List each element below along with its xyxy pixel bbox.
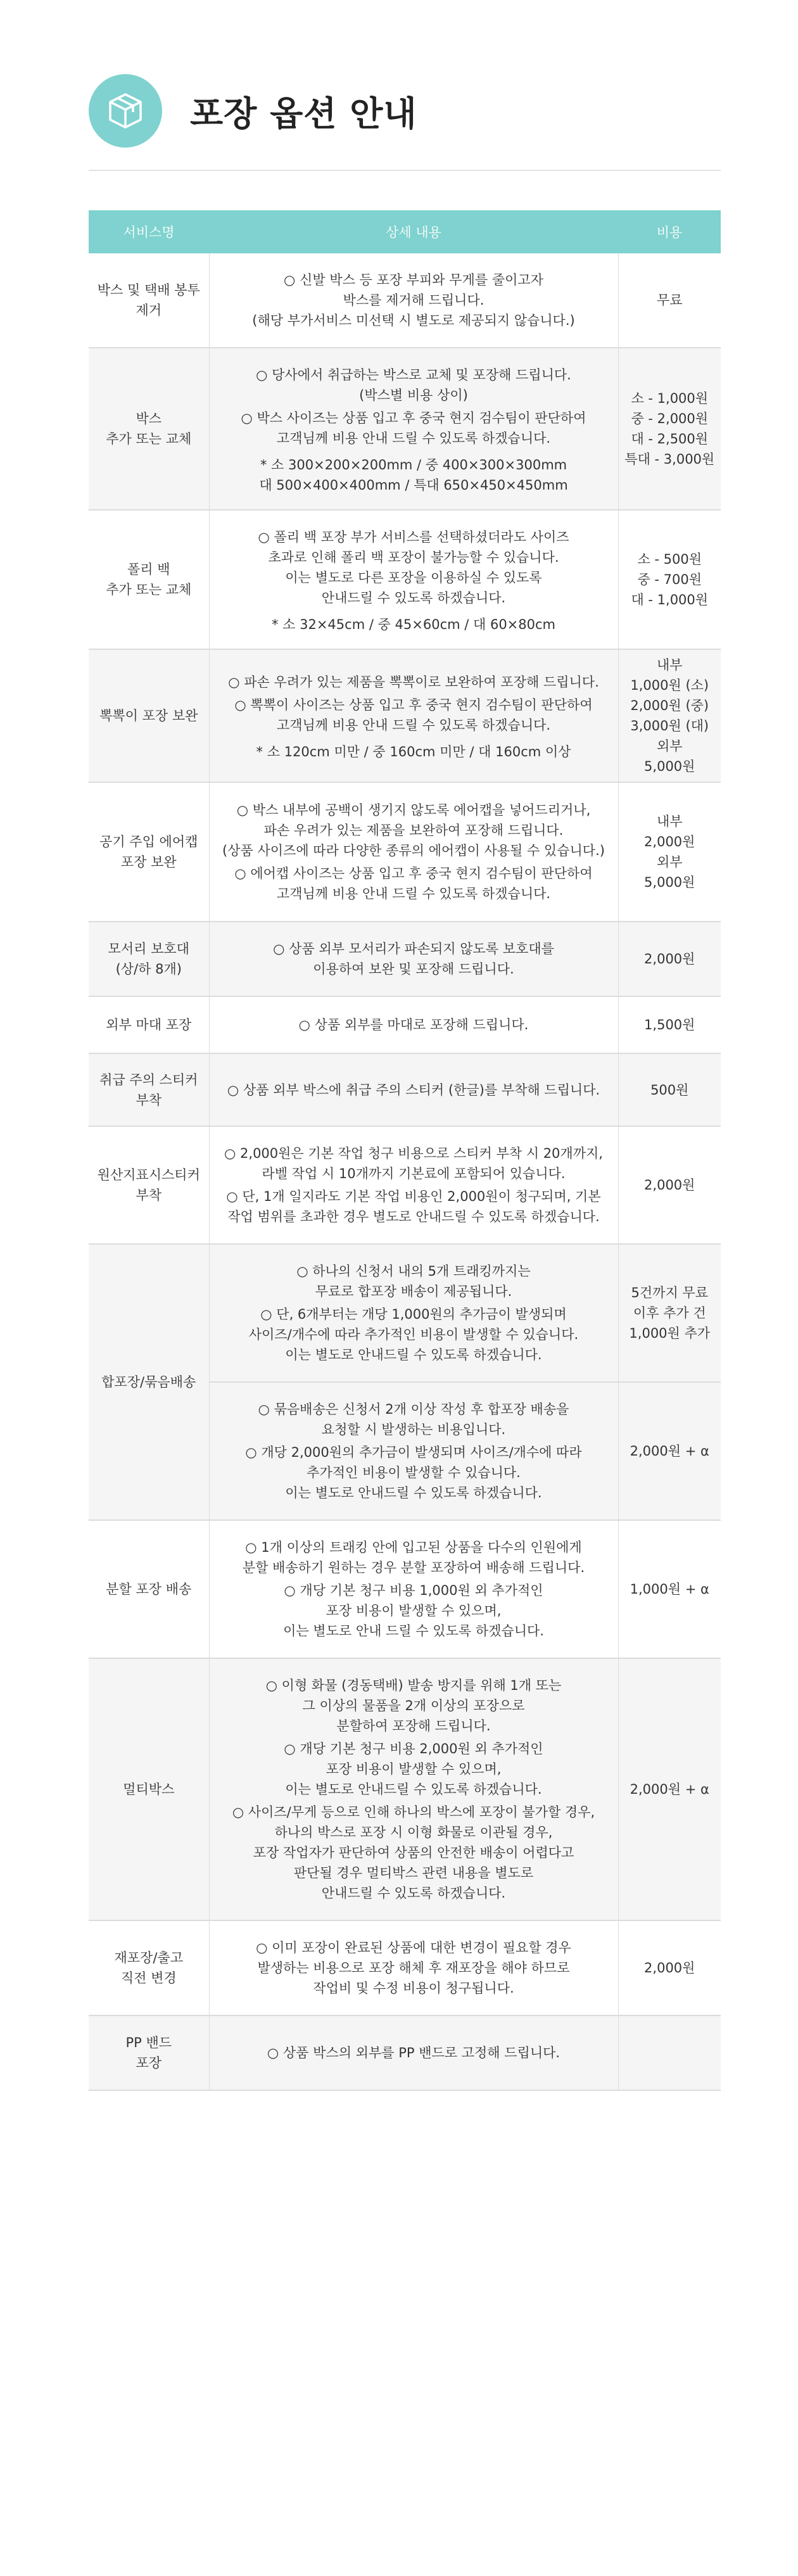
service-cost <box>618 1382 721 1520</box>
service-detail <box>209 1520 618 1658</box>
text-line: 재포장/출고 <box>114 1950 183 1965</box>
text-line: 직전 변경 <box>120 1970 177 1986</box>
text-line: 이후 추가 건 <box>633 1305 706 1321</box>
text-line: ○ 상품 외부 박스에 취급 주의 스티커 (한글)를 부착해 드립니다. <box>227 1082 600 1098</box>
service-name <box>89 1053 209 1126</box>
text-line: 안내드릴 수 있도록 하겠습니다. <box>321 1886 506 1901</box>
detail-paragraph <box>218 800 609 861</box>
text-line: 500원 <box>650 1082 689 1098</box>
service-cost <box>618 2015 721 2090</box>
table-header-row <box>89 210 721 253</box>
detail-paragraph <box>218 408 609 448</box>
table-row <box>89 510 721 649</box>
size-note <box>218 614 609 635</box>
text-line: 추가적인 비용이 발생할 수 있습니다. <box>307 1465 521 1480</box>
detail-paragraph <box>218 939 609 979</box>
text-line: ○ 상품 외부를 마대로 포장해 드립니다. <box>298 1017 529 1032</box>
text-line: 포장 <box>136 2055 162 2071</box>
text-line: ○ 파손 우려가 있는 제품을 뽁뽁이로 보완하여 포장해 드립니다. <box>228 675 599 690</box>
service-detail <box>209 1920 618 2015</box>
text-line: PP 밴드 <box>125 2035 172 2050</box>
service-name <box>89 253 209 348</box>
text-line: 5건까지 무료 <box>631 1285 708 1300</box>
table-row <box>89 996 721 1053</box>
service-detail <box>209 1658 618 1920</box>
table-row <box>89 1244 721 1382</box>
text-line: ○ 신발 박스 등 포장 부피와 무게를 줄이고자 <box>284 272 543 288</box>
text-line: ○ 뽁뽁이 사이즈는 상품 입고 후 중국 현지 검수팀이 판단하여 <box>234 697 593 713</box>
text-line: 초과로 인해 폴리 백 포장이 불가능할 수 있습니다. <box>268 550 559 565</box>
text-line: 분할 배송하기 원하는 경우 분할 포장하여 배송해 드립니다. <box>242 1560 585 1575</box>
text-line: ○ 폴리 백 포장 부가 서비스를 선택하셨더라도 사이즈 <box>258 530 569 545</box>
note-line: * 소 120cm 미만 / 중 160cm 미만 / 대 160cm 이상 <box>256 744 571 759</box>
text-line: 2,000원 + α <box>630 1782 709 1797</box>
text-line: ○ 박스 사이즈는 상품 입고 후 중국 현지 검수팀이 판단하여 <box>241 410 586 426</box>
service-name <box>89 1920 209 2015</box>
text-line: 추가 또는 교체 <box>106 582 192 597</box>
service-name <box>89 996 209 1053</box>
service-cost <box>618 1126 721 1244</box>
service-detail <box>209 996 618 1053</box>
text-line: 고객님께 비용 안내 드릴 수 있도록 하겠습니다. <box>276 886 551 901</box>
text-line: ○ 사이즈/무게 등으로 인해 하나의 박스에 포장이 불가할 경우, <box>232 1805 595 1820</box>
text-line: (상품 사이즈에 따라 다양한 종류의 에어캡이 사용될 수 있습니다.) <box>222 843 605 858</box>
detail-paragraph <box>218 527 609 608</box>
text-line: 작업 범위를 초과한 경우 별도로 안내드릴 수 있도록 하겠습니다. <box>227 1209 600 1224</box>
text-line: 2,000원 <box>644 951 695 967</box>
text-line: 중 - 2,000원 <box>631 411 709 426</box>
detail-paragraph <box>218 863 609 904</box>
size-note <box>218 455 609 495</box>
detail-paragraph <box>218 1261 609 1302</box>
service-cost <box>618 1053 721 1126</box>
service-name <box>89 1658 209 1920</box>
text-line: 소 - 500원 <box>637 552 702 567</box>
text-line: 대 - 1,000원 <box>631 592 709 607</box>
text-line: (해당 부가서비스 미선택 시 별도로 제공되지 않습니다.) <box>252 313 575 328</box>
text-line: 무료 <box>656 293 683 308</box>
table-row <box>89 922 721 996</box>
text-line: ○ 개당 2,000원의 추가금이 발생되며 사이즈/개수에 따라 <box>245 1445 582 1460</box>
text-line: 모서리 보호대 <box>108 941 189 956</box>
header-cost: 비용 <box>618 210 721 253</box>
table-body <box>89 253 721 2090</box>
detail-paragraph <box>218 695 609 735</box>
service-cost <box>618 782 721 922</box>
text-line: 하나의 박스로 포장 시 이형 화물로 이관될 경우, <box>274 1825 553 1840</box>
text-line: 2,000원 <box>644 1960 695 1976</box>
table-row <box>89 1920 721 2015</box>
text-line: 이는 별도로 안내드릴 수 있도록 하겠습니다. <box>285 1782 542 1797</box>
detail-paragraph <box>218 1580 609 1641</box>
text-line: 취급 주의 스티커 <box>99 1072 198 1088</box>
detail-paragraph <box>218 1304 609 1365</box>
service-name <box>89 649 209 782</box>
text-line: 제거 <box>136 303 162 318</box>
detail-paragraph <box>218 1186 609 1227</box>
service-name <box>89 348 209 510</box>
text-line: (상/하 8개) <box>115 961 182 977</box>
note-line: * 소 300×200×200mm / 중 400×300×300mm <box>260 457 567 473</box>
text-line: 발생하는 비용으로 포장 해체 후 재포장을 해야 하므로 <box>257 1960 570 1976</box>
text-line: 포장 비용이 발생할 수 있으며, <box>326 1761 502 1777</box>
text-line: 박스 <box>136 411 162 426</box>
service-cost <box>618 1244 721 1382</box>
detail-paragraph <box>218 1143 609 1184</box>
service-name <box>89 1520 209 1658</box>
text-line: 라벨 작업 시 10개까지 기본료에 포함되어 있습니다. <box>262 1166 566 1181</box>
text-line: 소 - 1,000원 <box>631 391 709 406</box>
text-line: ○ 상품 박스의 외부를 PP 밴드로 고정해 드립니다. <box>267 2045 560 2060</box>
text-line: 이는 별도로 안내드릴 수 있도록 하겠습니다. <box>285 1347 542 1362</box>
service-cost <box>618 253 721 348</box>
service-detail <box>209 922 618 996</box>
table-row <box>89 1658 721 1920</box>
service-detail <box>209 510 618 649</box>
text-line: ○ 이형 화물 (경동택배) 발송 방지를 위해 1개 또는 <box>265 1678 562 1693</box>
text-line: 특대 - 3,000원 <box>624 452 715 467</box>
size-note <box>218 742 609 762</box>
text-line: 외부 <box>656 854 683 870</box>
text-line: 중 - 700원 <box>637 572 702 587</box>
text-line: 2,000원 + α <box>630 1443 709 1459</box>
text-line: 1,000원 추가 <box>629 1326 711 1341</box>
detail-paragraph <box>218 1080 609 1100</box>
service-detail <box>209 2015 618 2090</box>
service-cost <box>618 1658 721 1920</box>
text-line: 멀티박스 <box>123 1782 175 1797</box>
table-row <box>89 2015 721 2090</box>
service-name <box>89 2015 209 2090</box>
text-line: 무료로 합포장 배송이 제공됩니다. <box>315 1284 512 1299</box>
text-line: ○ 1개 이상의 트래킹 안에 입고된 상품을 다수의 인원에게 <box>245 1540 582 1555</box>
header-detail: 상세 내용 <box>209 210 618 253</box>
text-line: 1,500원 <box>644 1017 695 1032</box>
text-line: 뽁뽁이 포장 보완 <box>99 708 198 723</box>
text-line: 분할 포장 배송 <box>106 1582 192 1597</box>
table-row <box>89 782 721 922</box>
options-table <box>89 210 721 2091</box>
service-name <box>89 1244 209 1520</box>
text-line: 이는 별도로 안내드릴 수 있도록 하겠습니다. <box>285 1485 542 1501</box>
table-row <box>89 1053 721 1126</box>
text-line: 요청할 시 발생하는 비용입니다. <box>321 1422 506 1437</box>
text-line: 박스를 제거해 드립니다. <box>343 293 484 308</box>
service-detail <box>209 782 618 922</box>
service-cost <box>618 1520 721 1658</box>
text-line: ○ 상품 외부 모서리가 파손되지 않도록 보호대를 <box>273 941 554 956</box>
service-detail <box>209 649 618 782</box>
text-line: 2,000원 <box>644 834 695 849</box>
box-svg <box>105 91 146 131</box>
text-line: 내부 <box>656 814 683 829</box>
text-line: 파손 우려가 있는 제품을 보완하여 포장해 드립니다. <box>263 823 564 838</box>
text-line: ○ 개당 기본 청구 비용 1,000원 외 추가적인 <box>284 1583 543 1598</box>
header-divider <box>89 170 721 171</box>
text-line: 박스 및 택배 봉투 <box>97 282 200 298</box>
text-line: ○ 하나의 신청서 내의 5개 트래킹까지는 <box>296 1264 531 1279</box>
service-detail <box>209 1382 618 1520</box>
detail-paragraph <box>218 270 609 331</box>
detail-paragraph <box>218 672 609 692</box>
text-line: 5,000원 <box>644 875 695 890</box>
text-line: 판단될 경우 멀티박스 관련 내용을 별도로 <box>293 1865 534 1881</box>
text-line: ○ 2,000원은 기본 작업 청구 비용으로 스티커 부착 시 20개까지, <box>224 1146 603 1161</box>
text-line: 고객님께 비용 안내 드릴 수 있도록 하겠습니다. <box>276 718 551 733</box>
service-cost <box>618 996 721 1053</box>
note-line: 대 500×400×400mm / 특대 650×450×450mm <box>259 478 568 493</box>
detail-paragraph <box>218 1675 609 1736</box>
text-line: ○ 에어캡 사이즈는 상품 입고 후 중국 현지 검수팀이 판단하여 <box>234 866 593 881</box>
text-line: 포장 비용이 발생할 수 있으며, <box>326 1603 502 1618</box>
detail-paragraph <box>218 2043 609 2063</box>
text-line: 이는 별도로 다른 포장을 이용하실 수 있도록 <box>285 570 542 585</box>
service-cost <box>618 922 721 996</box>
text-line: 작업비 및 수정 비용이 청구됩니다. <box>313 1981 514 1996</box>
text-line: 안내드릴 수 있도록 하겠습니다. <box>321 590 506 606</box>
service-detail <box>209 1244 618 1382</box>
text-line: 3,000원 (대) <box>630 718 709 733</box>
detail-paragraph <box>218 1739 609 1799</box>
page-header <box>89 70 417 152</box>
service-detail <box>209 253 618 348</box>
service-detail <box>209 1126 618 1244</box>
text-line: ○ 이미 포장이 완료된 상품에 대한 변경이 필요할 경우 <box>256 1940 571 1955</box>
detail-paragraph <box>218 1442 609 1503</box>
service-name <box>89 1126 209 1244</box>
text-line: 대 - 2,500원 <box>631 431 709 447</box>
text-line: ○ 당사에서 취급하는 박스로 교체 및 포장해 드립니다. <box>256 367 571 383</box>
service-cost <box>618 1920 721 2015</box>
header-service: 서비스명 <box>89 210 209 253</box>
note-line: * 소 32×45cm / 중 45×60cm / 대 60×80cm <box>271 617 556 632</box>
service-cost <box>618 348 721 510</box>
text-line: 고객님께 비용 안내 드릴 수 있도록 하겠습니다. <box>276 431 551 446</box>
text-line: 그 이상의 물품을 2개 이상의 포장으로 <box>302 1698 525 1713</box>
detail-paragraph <box>218 365 609 405</box>
table-row <box>89 253 721 348</box>
text-line: 내부 <box>656 657 683 673</box>
service-name <box>89 922 209 996</box>
text-line: 포장 작업자가 판단하여 상품의 안전한 배송이 어렵다고 <box>253 1845 574 1860</box>
text-line: ○ 단, 6개부터는 개당 1,000원의 추가금이 발생되며 <box>260 1307 567 1322</box>
detail-paragraph <box>218 1399 609 1440</box>
text-line: 이용하여 보완 및 포장해 드립니다. <box>313 961 514 977</box>
text-line: 원산지표시스티커 <box>97 1167 200 1183</box>
table-row <box>89 348 721 510</box>
detail-paragraph <box>218 1015 609 1035</box>
text-line: 외부 마대 포장 <box>106 1017 192 1032</box>
text-line: (박스별 비용 상이) <box>359 388 468 403</box>
text-line: 1,000원 + α <box>630 1582 709 1597</box>
text-line: ○ 묶음배송은 신청서 2개 이상 작성 후 합포장 배송을 <box>258 1402 569 1417</box>
text-line: 분할하여 포장해 드립니다. <box>336 1718 491 1734</box>
text-line: 공기 주입 에어캡 <box>99 834 198 849</box>
service-cost <box>618 510 721 649</box>
page-title: 포장 옵션 안내 <box>190 93 417 134</box>
service-name <box>89 510 209 649</box>
text-line: 1,000원 (소) <box>630 678 709 693</box>
table-row <box>89 1126 721 1244</box>
text-line: 포장 보완 <box>120 854 177 870</box>
detail-paragraph <box>218 1537 609 1578</box>
table-row <box>89 1520 721 1658</box>
text-line: 외부 <box>656 739 683 754</box>
text-line: 부착 <box>136 1092 162 1108</box>
detail-paragraph <box>218 1802 609 1903</box>
service-cost <box>618 649 721 782</box>
text-line: 부착 <box>136 1188 162 1203</box>
service-detail <box>209 1053 618 1126</box>
text-line: ○ 박스 내부에 공백이 생기지 않도록 에어캡을 넣어드리거나, <box>236 803 591 818</box>
service-name <box>89 782 209 922</box>
package-box-icon <box>89 74 162 148</box>
text-line: 2,000원 (중) <box>630 698 709 713</box>
text-line: ○ 개당 기본 청구 비용 2,000원 외 추가적인 <box>284 1741 543 1756</box>
text-line: 폴리 백 <box>127 562 170 577</box>
text-line: ○ 단, 1개 일지라도 기본 작업 비용인 2,000원이 청구되며, 기본 <box>226 1189 601 1204</box>
table-row <box>89 649 721 782</box>
text-line: 사이즈/개수에 따라 추가적인 비용이 발생할 수 있습니다. <box>248 1327 579 1342</box>
service-detail <box>209 348 618 510</box>
detail-paragraph <box>218 1938 609 1998</box>
text-line: 합포장/묶음배송 <box>101 1374 196 1390</box>
text-line: 2,000원 <box>644 1177 695 1193</box>
text-line: 이는 별도로 안내 드릴 수 있도록 하겠습니다. <box>283 1623 544 1639</box>
text-line: 추가 또는 교체 <box>106 431 192 447</box>
text-line: 5,000원 <box>644 759 695 774</box>
